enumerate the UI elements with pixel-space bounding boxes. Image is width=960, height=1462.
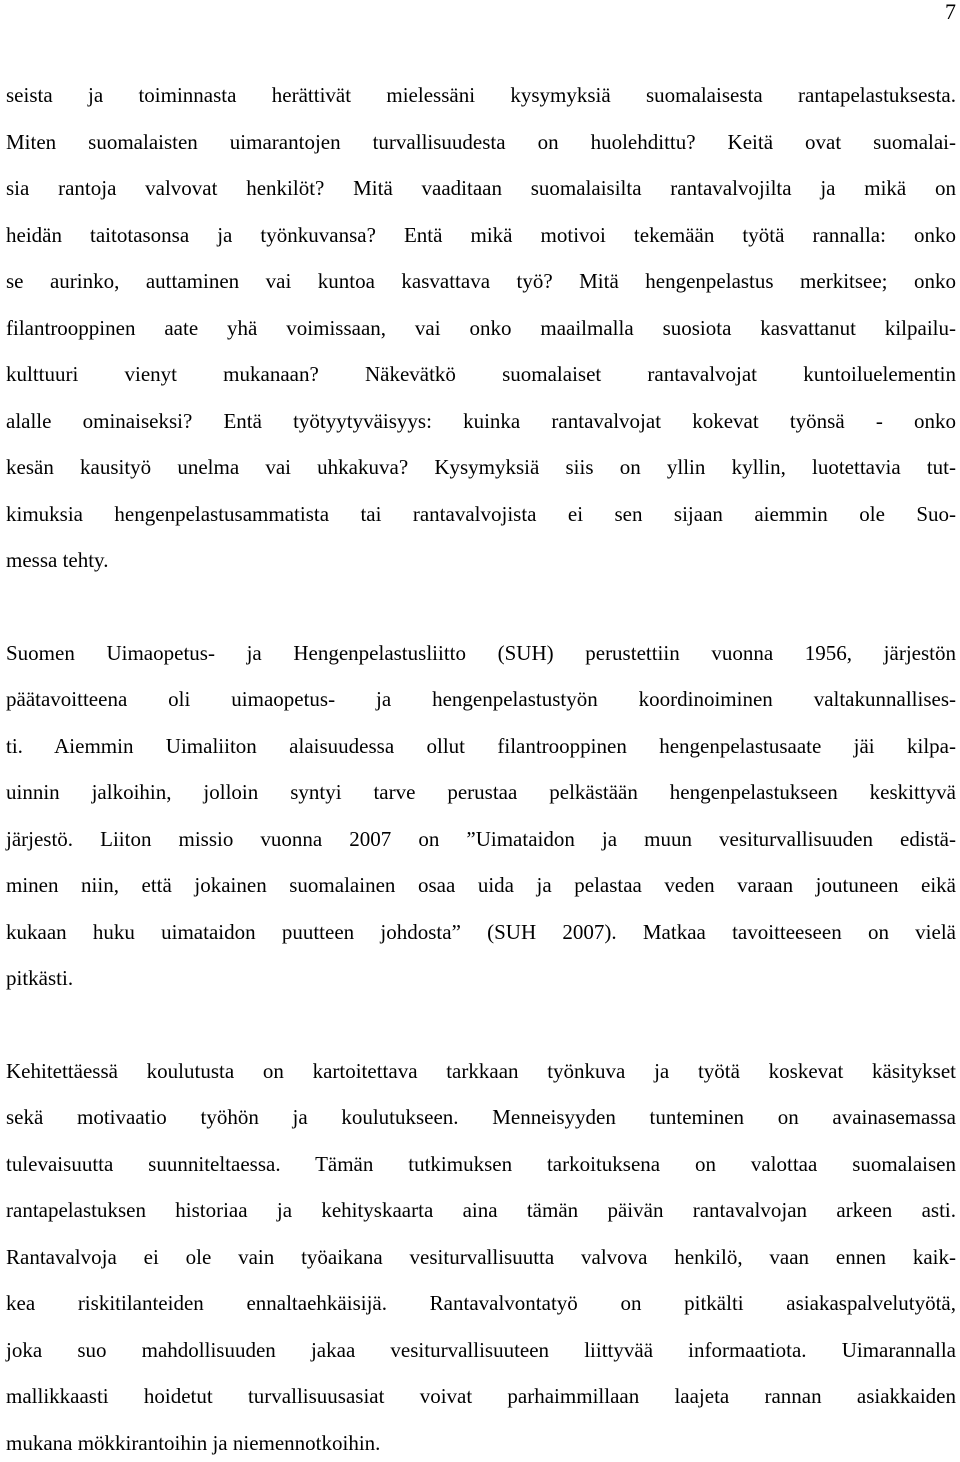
- text-line: ti. Aiemmin Uimaliiton alaisuudessa ollut filantrooppinen hengenpelastusaate jäi kilpa-: [6, 734, 956, 758]
- text-line: päätavoitteena oli uimaopetus- ja hengenpelastustyön koordinoiminen valtakunnallises-: [6, 687, 956, 711]
- text-line: mukana mökkirantoihin ja niemennotkoihin.: [6, 1431, 381, 1455]
- text-line: Miten suomalaisten uimarantojen turvallisuudesta on huolehdittu? Keitä ovat suomalai-: [6, 130, 956, 154]
- text-line: se aurinko, auttaminen vai kuntoa kasvattava työ? Mitä hengenpelastus merkitsee; onko: [6, 269, 956, 293]
- text-line: Rantavalvoja ei ole vain työaikana vesiturvallisuutta valvova henkilö, vaan ennen kaik-: [6, 1245, 956, 1269]
- text-line: pitkästi.: [6, 966, 74, 990]
- text-line: mallikkaasti hoidetut turvallisuusasiat voivat parhaimmillaan laajeta rannan asiakkaiden: [6, 1384, 956, 1408]
- text-line: kukaan huku uimataidon puutteen johdosta” (SUH 2007). Matkaa tavoitteeseen on vielä: [6, 920, 956, 944]
- text-line: alalle ominaiseksi? Entä työtyytyväisyys: kuinka rantavalvojat kokevat työnsä - onko: [6, 409, 956, 433]
- text-line: rantapelastuksen historiaa ja kehityskaarta aina tämän päivän rantavalvojan arkeen asti.: [6, 1198, 956, 1222]
- text-line: filantrooppinen aate yhä voimissaan, vai onko maailmalla suosiota kasvattanut kilpailu-: [6, 316, 956, 340]
- text-line: heidän taitotasonsa ja työnkuvansa? Entä mikä motivoi tekemään työtä rannalla: onko: [6, 223, 956, 247]
- text-line: sekä motivaatio työhön ja koulutukseen. Menneisyyden tunteminen on avainasemassa: [6, 1105, 956, 1129]
- text-line: järjestö. Liiton missio vuonna 2007 on ”Uimataidon ja muun vesiturvallisuuden edistä-: [6, 827, 956, 851]
- text-line: joka suo mahdollisuuden jakaa vesiturvallisuuteen liittyvää informaatiota. Uimarannalla: [6, 1338, 956, 1362]
- text-line: kea riskitilanteiden ennaltaehkäisijä. Rantavalvontatyö on pitkälti asiakaspalvelutyötä,: [6, 1291, 956, 1315]
- text-line: Suomen Uimaopetus- ja Hengenpelastusliitto (SUH) perustettiin vuonna 1956, järjestön: [6, 641, 956, 665]
- text-line: kimuksia hengenpelastusammatista tai rantavalvojista ei sen sijaan aiemmin ole Suo-: [6, 502, 956, 526]
- text-line: uinnin jalkoihin, jolloin syntyi tarve perustaa pelkästään hengenpelastukseen keskittyvä: [6, 780, 956, 804]
- text-line: sia rantoja valvovat henkilöt? Mitä vaaditaan suomalaisilta rantavalvojilta ja mikä on: [6, 176, 956, 200]
- text-line: Kehitettäessä koulutusta on kartoitettava tarkkaan työnkuva ja työtä koskevat käsitykset: [6, 1059, 956, 1083]
- text-line: messa tehty.: [6, 548, 109, 572]
- text-line: minen niin, että jokainen suomalainen osaa uida ja pelastaa veden varaan joutuneen eikä: [6, 873, 956, 897]
- text-line: tulevaisuutta suunniteltaessa. Tämän tutkimuksen tarkoituksena on valottaa suomalaisen: [6, 1152, 956, 1176]
- text-line: kulttuuri vienyt mukanaan? Näkevätkö suomalaiset rantavalvojat kuntoiluelementin: [6, 362, 956, 386]
- page-number: 7: [945, 0, 956, 24]
- text-line: seista ja toiminnasta herättivät mielessäni kysymyksiä suomalaisesta rantapelastuksesta.: [6, 83, 956, 107]
- text-line: kesän kausityö unelma vai uhkakuva? Kysymyksiä siis on yllin kyllin, luotettavia tut-: [6, 455, 956, 479]
